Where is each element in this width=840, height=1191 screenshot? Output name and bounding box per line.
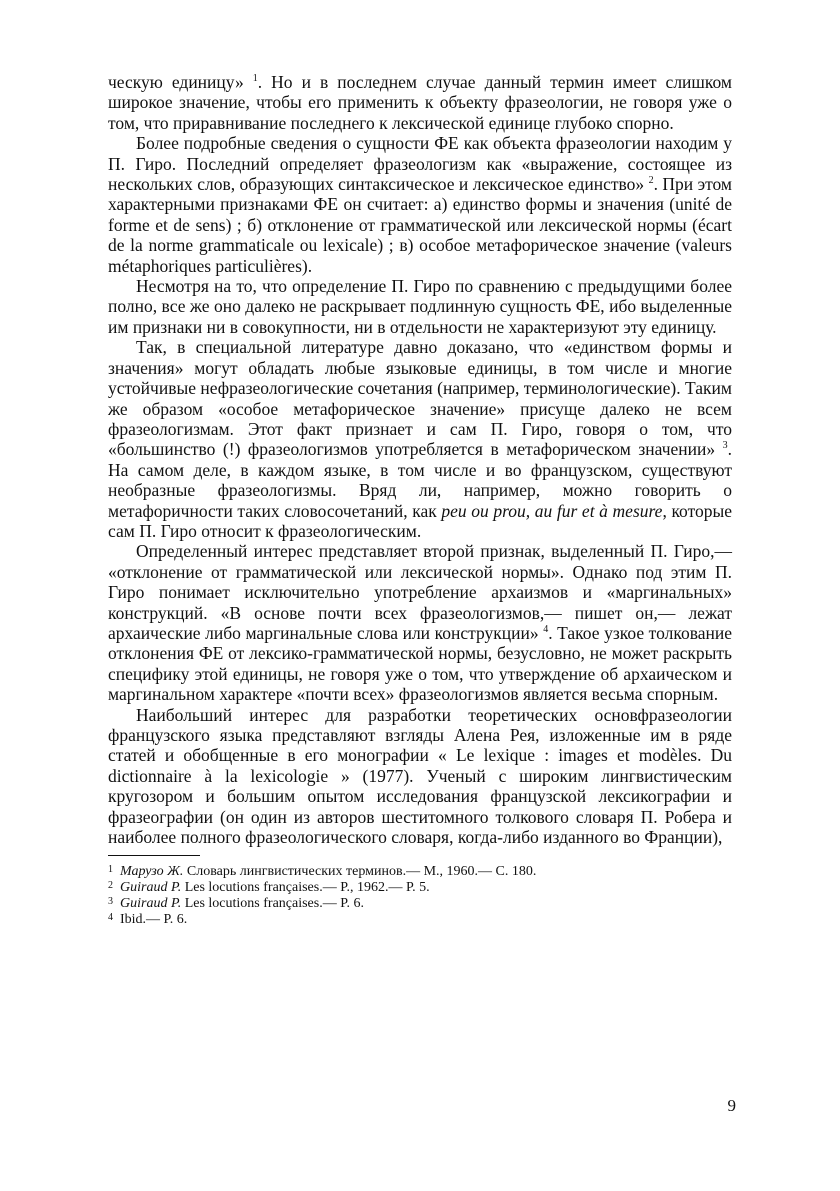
- paragraph: [108, 72, 732, 133]
- footnote: [108, 880, 732, 896]
- footnote-text: Словарь лингвистических терминов.— М., 1960.— С. 180.: [183, 864, 537, 880]
- footnote-text: Les locutions françaises.— P. 6.: [181, 896, 364, 912]
- footnote: [108, 896, 732, 912]
- footnote-ref: 2: [648, 175, 654, 187]
- footnote-separator: [108, 855, 200, 856]
- footnote-ref: 3: [722, 440, 728, 452]
- footnote-number: 3: [108, 896, 113, 908]
- text-run: . На самом деле, в каждом языке, в том числе и во французском, существуют необразные фразеологизмы. Вряд ли, например, можно говорить о метафоричности таких словосочетаний, как: [108, 439, 732, 521]
- text-run: Наибольший интерес для разработки теоретических основфразеологии французского языка представляют взгляды Алена Рея, изложенные им в ряде статей и обобщенные в его монографии « Le lexique : images et modèles. Du dictionnaire à la lexicologie » (1977). Ученый с широким лингвистическим кругозором и большим опытом исследования французской лексикографии и фразеографии (он один из авторов шеститомного толкового словаря П. Робера и наиболее полного фразеологического словаря, когда-либо изданного во Франции),: [108, 704, 732, 848]
- text-run: Более подробные сведения о сущности ФЕ как объекта фразеологии находим у П. Гиро. Последний определяет фразеологизм как «выражение, состоящее из нескольких слов, образующих синтаксическое и лексическое единство»: [108, 133, 732, 195]
- footnote-ref: 1: [252, 73, 258, 85]
- page-number: 9: [727, 1096, 736, 1115]
- italic-text: peu ou prou, au fur et à mesure: [441, 500, 663, 521]
- footnote-author: Guiraud P.: [120, 896, 182, 912]
- footnote: [108, 912, 732, 928]
- body-text: [108, 72, 732, 847]
- paragraph: [108, 705, 732, 848]
- footnote-number: 2: [108, 880, 113, 892]
- paragraph: [108, 541, 732, 704]
- text-run: , которые сам П. Гиро относит к фразеологическим.: [108, 500, 733, 541]
- footnote-author: Guiraud P.: [120, 880, 182, 896]
- footnote-number: 1: [108, 864, 113, 876]
- paragraph: [108, 276, 732, 337]
- text-run: Так, в специальной литературе давно доказано, что «единством формы и значения» могут обладать любые языковые единицы, в том числе и многие устойчивые нефразеологические сочетания (например, терминологические). Таким же образом «особое метафорическое значение» присуще далеко не всем фразеологизмам. Этот факт признает и сам П. Гиро, говоря о том, что «большинство (!) фразеологизмов употребляется в метафорическом значении»: [108, 337, 732, 460]
- footnotes: [108, 864, 732, 928]
- footnote: [108, 864, 732, 880]
- text-run: . Такое узкое толкование отклонения ФЕ от лексико-грамматической нормы, безусловно, не может раскрыть специфику этой единицы, не говоря уже о том, что утверждение об архаическом и маргинальном характере «почти всех» фразеологизмов является весьма спорным.: [108, 622, 732, 705]
- footnote-ref: 4: [543, 624, 549, 636]
- paragraph: [108, 337, 732, 541]
- text-run: Несмотря на то, что определение П. Гиро по сравнению с предыдущими более полно, все же оно далеко не раскрывает подлинную сущность ФЕ, ибо выделенные им признаки ни в совокупности, ни в отдельности не характеризуют эту единицу.: [108, 276, 732, 337]
- text-run: . При этом характерными признаками ФЕ он считает: а) единство формы и значения (unité de forme et de sens) ; б) отклонение от грамматической или лексической нормы (écart de la norme grammaticale ou lexicale) ; в) особое метафорическое значение (valeurs métaphoriques particulières).: [108, 174, 732, 276]
- footnote-author: Марузо Ж.: [120, 864, 184, 880]
- footnote-number: 4: [108, 912, 113, 924]
- footnote-text: Les locutions françaises.— P., 1962.— P. 5.: [181, 880, 430, 896]
- paragraph: [108, 133, 732, 276]
- text-run: Определенный интерес представляет второй признак, выделенный П. Гиро,— «отклонение от грамматической или лексической нормы». Однако под этим П. Гиро понимает исключительно употребление архаизмов и «маргинальных» конструкций. «В основе почти всех фразеологизмов,— пишет он,— лежат архаические либо маргинальные слова или конструкции»: [108, 541, 732, 643]
- text-run: ческую единицу»: [108, 72, 253, 92]
- footnote-text: Ibid.— P. 6.: [120, 912, 188, 928]
- text-run: . Но и в последнем случае данный термин имеет слишком широкое значение, чтобы его применить к объекту фразеологии, не говоря уже о том, что приравнивание последнего к лексической единице глубоко спорно.: [108, 72, 732, 133]
